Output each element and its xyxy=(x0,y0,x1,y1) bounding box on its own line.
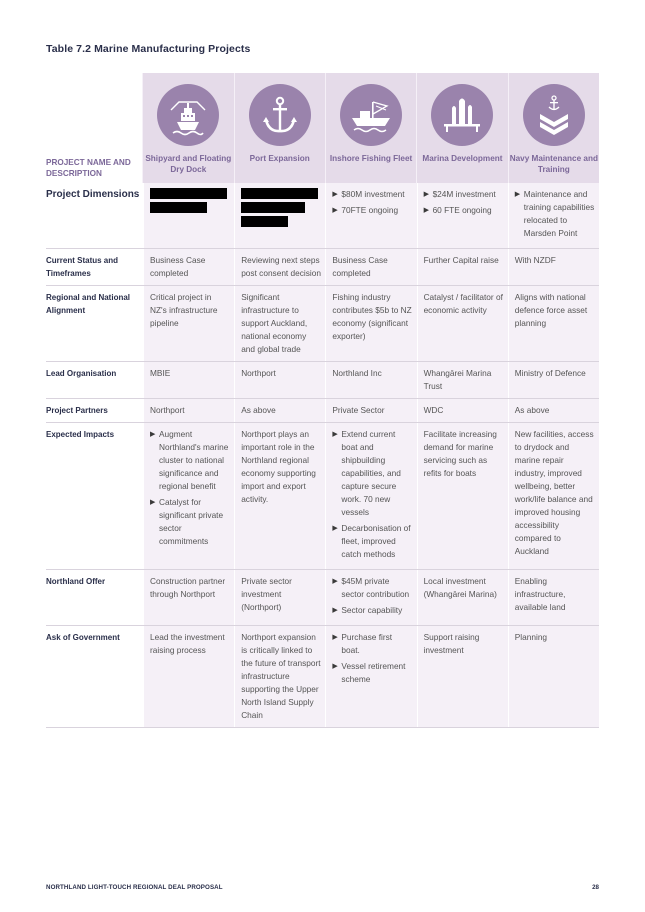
bullet-triangle-icon: ▶ xyxy=(423,191,429,198)
navy-chevron-icon xyxy=(523,84,585,146)
row-label: Project Partners xyxy=(46,406,108,415)
redaction-bar xyxy=(241,216,288,227)
column-header xyxy=(142,73,233,183)
table-cell: Construction partner through Northport xyxy=(143,570,234,625)
bullet-item xyxy=(424,204,504,217)
table-cell xyxy=(325,423,416,569)
table-cell: Whangārei Marina Trust xyxy=(417,362,508,398)
bullet-triangle-icon: ▶ xyxy=(150,431,156,438)
table-cell: Critical project in NZ's infrastructure pipeline xyxy=(143,286,234,361)
table-row xyxy=(46,399,599,423)
row-label: Current Status and Timeframes xyxy=(46,256,119,278)
table-cell: Aligns with national defence force asset planning xyxy=(508,286,599,361)
bullet-text: Vessel retirement scheme xyxy=(341,661,406,684)
column-label: Port Expansion xyxy=(249,154,310,163)
footer-title: NORTHLAND LIGHT-TOUCH REGIONAL DEAL PROPOSAL xyxy=(46,884,223,891)
table-cell xyxy=(143,183,234,248)
table-cell xyxy=(325,570,416,625)
redaction-bar xyxy=(150,202,207,213)
table-cell: WDC xyxy=(417,399,508,422)
table-cell xyxy=(508,183,599,248)
table-row xyxy=(46,249,599,286)
table-cell: Catalyst / facilitator of economic activity xyxy=(417,286,508,361)
bullet-text: Catalyst for significant private sector commitments xyxy=(159,497,224,546)
bullet-item xyxy=(332,660,412,686)
table-row xyxy=(46,183,599,249)
bullet-text: Augment Northland's marine cluster to national significance and regional benefit xyxy=(159,429,229,491)
table-cell: Northport xyxy=(143,399,234,422)
bullet-triangle-icon: ▶ xyxy=(332,578,338,585)
table-cell: Northport expansion is critically linked to the future of transport infrastructure supporting the Upper North Island Supply Chain xyxy=(234,626,325,727)
row-label: Expected Impacts xyxy=(46,430,115,439)
table-cell: Enabling infrastructure, available land xyxy=(508,570,599,625)
bullet-triangle-icon: ▶ xyxy=(332,525,338,532)
bullet-text: 60 FTE ongoing xyxy=(432,205,492,215)
bullet-text: Maintenance and training capabilities relocated to Marsden Point xyxy=(523,189,595,238)
table-cell xyxy=(234,183,325,248)
bullet-triangle-icon: ▶ xyxy=(332,607,338,614)
column-label: Navy Maintenance and Training xyxy=(509,154,598,174)
table-cell: Support raising investment xyxy=(417,626,508,727)
bullet-item xyxy=(332,188,412,201)
column-header xyxy=(416,73,507,183)
bullet-item xyxy=(332,204,412,217)
table-cell xyxy=(325,183,416,248)
bullet-text: $24M investment xyxy=(432,189,496,199)
bullet-text: Sector capability xyxy=(341,605,403,615)
redaction-bar xyxy=(241,188,318,199)
bullet-item xyxy=(424,188,504,201)
table-cell: With NZDF xyxy=(508,249,599,285)
row-label: Ask of Government xyxy=(46,633,120,642)
table-cell: Business Case completed xyxy=(325,249,416,285)
ship-icon xyxy=(157,84,219,146)
redaction-bar xyxy=(241,202,305,213)
table-cell: Business Case completed xyxy=(143,249,234,285)
fishing-boat-icon xyxy=(340,84,402,146)
marine-projects-table xyxy=(46,73,599,728)
table-cell: Ministry of Defence xyxy=(508,362,599,398)
table-cell: Reviewing next steps post consent decision xyxy=(234,249,325,285)
bullet-item xyxy=(332,575,412,601)
bullet-item xyxy=(150,496,230,548)
header-label-cell xyxy=(46,73,142,183)
anchor-icon xyxy=(249,84,311,146)
table-cell: Planning xyxy=(508,626,599,727)
table-cell: Private sector investment (Northport) xyxy=(234,570,325,625)
page-number: 28 xyxy=(592,884,599,891)
table-cell: Lead the investment raising process xyxy=(143,626,234,727)
table-cell: Further Capital raise xyxy=(417,249,508,285)
table-cell xyxy=(143,423,234,569)
column-label: Shipyard and Floating Dry Dock xyxy=(145,154,232,174)
bullet-text: $45M private sector contribution xyxy=(341,576,410,599)
table-cell: Significant infrastructure to support Auckland, national economy and global trade xyxy=(234,286,325,361)
table-header-row xyxy=(46,73,599,183)
bullet-text: Extend current boat and shipbuilding capabilities, and capture secure work. 70 new vessels xyxy=(341,429,401,517)
bullet-item xyxy=(332,631,412,657)
table-body xyxy=(46,183,599,728)
bullet-text: Decarbonisation of fleet, improved catch methods xyxy=(341,523,411,559)
row-label: Lead Organisation xyxy=(46,369,117,378)
bullet-item xyxy=(150,428,230,493)
bullet-triangle-icon: ▶ xyxy=(332,663,338,670)
row-label: Project Dimensions xyxy=(46,189,140,200)
table-cell: Fishing industry contributes $5b to NZ economy (significant exporter) xyxy=(325,286,416,361)
table-row xyxy=(46,423,599,570)
bullet-triangle-icon: ▶ xyxy=(332,191,338,198)
bullet-text: 70FTE ongoing xyxy=(341,205,399,215)
bullet-item xyxy=(515,188,595,240)
bullet-triangle-icon: ▶ xyxy=(332,207,338,214)
column-header xyxy=(325,73,416,183)
table-cell: As above xyxy=(508,399,599,422)
column-label: Marina Development xyxy=(422,154,503,163)
table-cell: MBIE xyxy=(143,362,234,398)
table-row xyxy=(46,286,599,362)
table-row xyxy=(46,626,599,728)
bullet-triangle-icon: ▶ xyxy=(332,634,338,641)
table-row xyxy=(46,570,599,626)
column-label: Inshore Fishing Fleet xyxy=(329,154,413,163)
table-row xyxy=(46,362,599,399)
redaction-bar xyxy=(150,188,227,199)
bullet-text: $80M investment xyxy=(341,189,405,199)
bullet-triangle-icon: ▶ xyxy=(150,499,156,506)
table-cell: New facilities, access to drydock and marine repair industry, improved wellbeing, better work/life balance and improved housing accessibility compared to Auckland xyxy=(508,423,599,569)
table-cell: As above xyxy=(234,399,325,422)
table-cell xyxy=(417,183,508,248)
row-label: Regional and National Alignment xyxy=(46,293,131,315)
row-label: Northland Offer xyxy=(46,577,106,586)
table-title: Table 7.2 Marine Manufacturing Projects xyxy=(46,43,251,55)
table-cell: Northland Inc xyxy=(325,362,416,398)
bullet-item xyxy=(332,428,412,519)
table-cell: Private Sector xyxy=(325,399,416,422)
bullet-text: Purchase first boat. xyxy=(341,632,393,655)
table-cell: Northport xyxy=(234,362,325,398)
column-header xyxy=(508,73,599,183)
bullet-triangle-icon: ▶ xyxy=(514,191,521,198)
bullet-item xyxy=(332,604,412,617)
table-cell: Local investment (Whangārei Marina) xyxy=(417,570,508,625)
project-name-header: PROJECT NAME AND DESCRIPTION xyxy=(46,158,131,178)
bullet-triangle-icon: ▶ xyxy=(423,207,429,214)
marina-icon xyxy=(431,84,493,146)
table-cell xyxy=(325,626,416,727)
column-header xyxy=(234,73,325,183)
table-cell: Facilitate increasing demand for marine servicing such as refits for boats xyxy=(417,423,508,569)
bullet-triangle-icon: ▶ xyxy=(332,431,338,438)
table-cell: Northport plays an important role in the Northland regional economy supporting import and export activity. xyxy=(234,423,325,569)
bullet-item xyxy=(332,522,412,561)
